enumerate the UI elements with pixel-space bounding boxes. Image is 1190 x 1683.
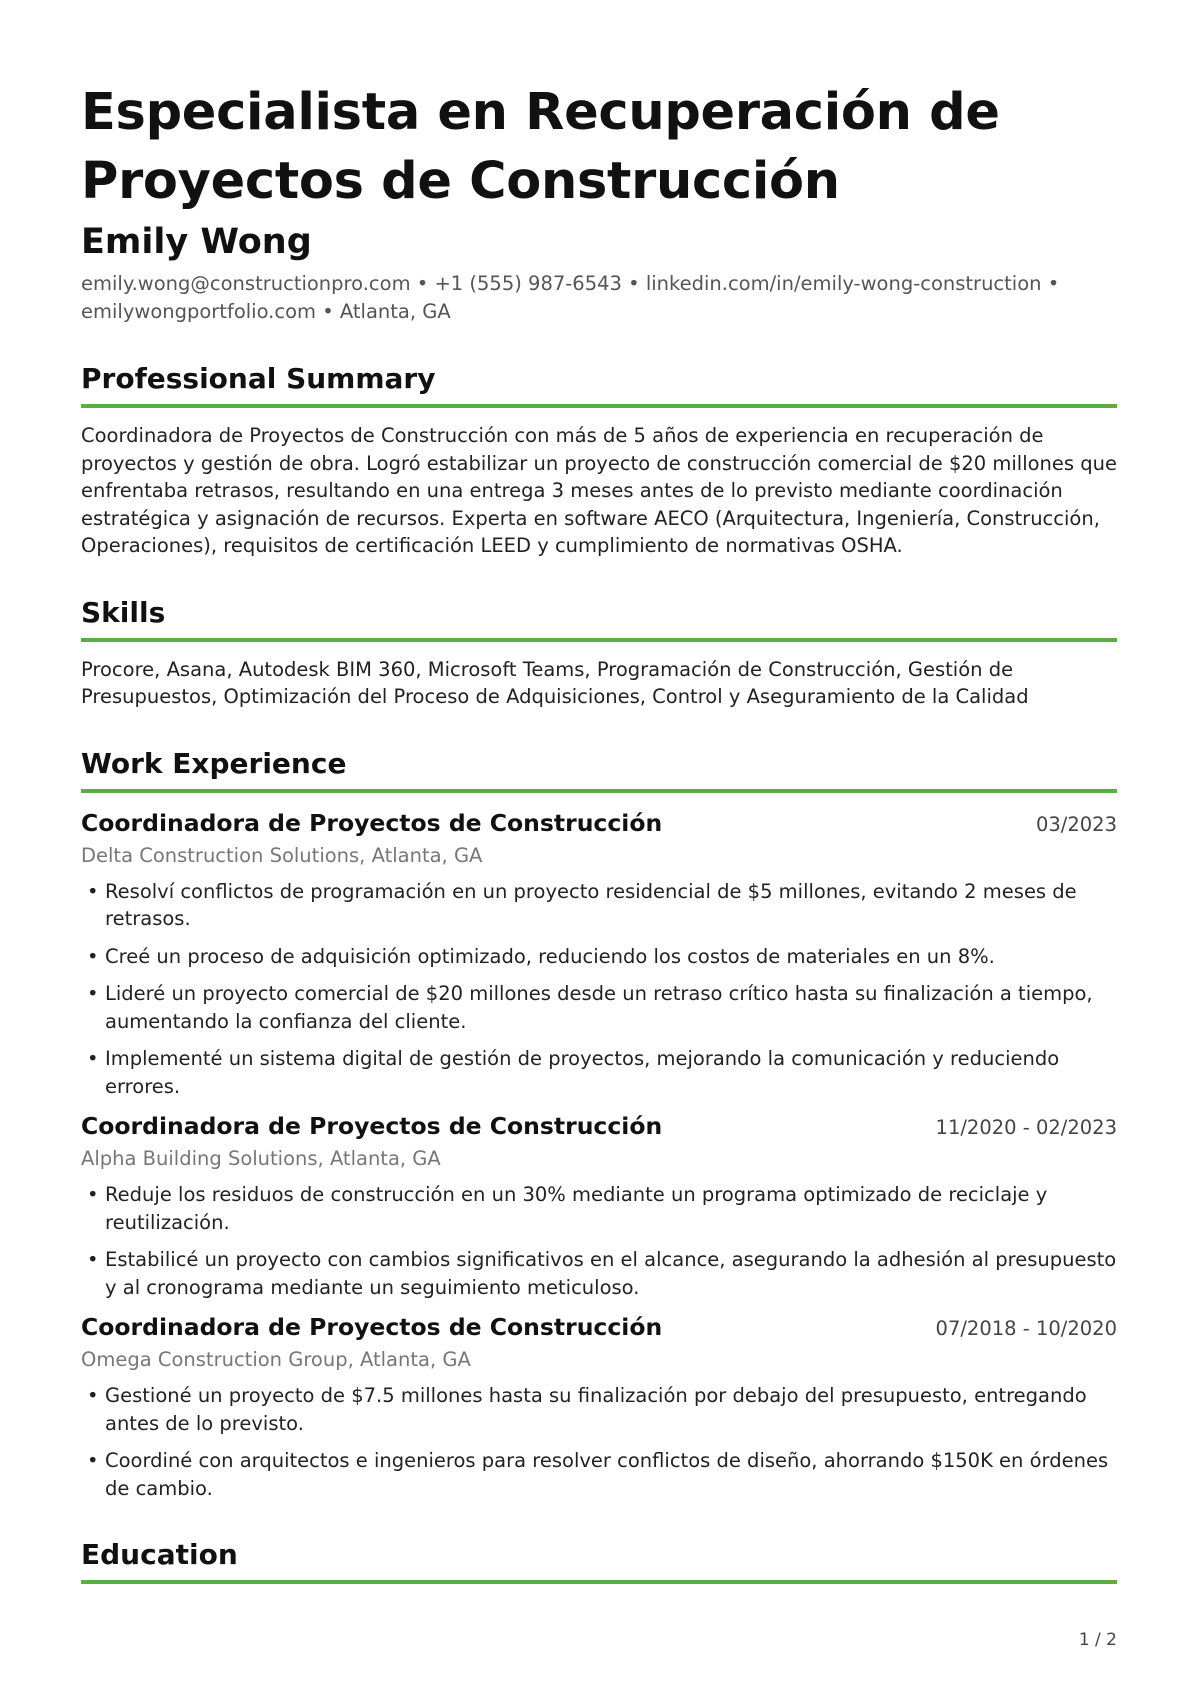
- bullet-text: Creé un proceso de adquisición optimizado, reduciendo los costos de materiales en un 8%.: [105, 944, 995, 968]
- bullet-icon: •: [87, 1384, 99, 1407]
- bullet-text: Estabilicé un proyecto con cambios significativos en el alcance, asegurando la adhesión al presupuesto y al cronograma mediante un seguimiento meticuloso.: [105, 1248, 1117, 1299]
- resume-header: [81, 78, 1117, 326]
- contact-line-1: emily.wong@constructionpro.com • +1 (555) 987-6543 • linkedin.com/in/emily-wong-construction •: [81, 272, 1060, 295]
- bullet-item: [81, 980, 1117, 1035]
- job-entry: [81, 1311, 1117, 1502]
- job-title: Coordinadora de Proyectos de Construcción: [81, 1313, 663, 1341]
- job-entry: [81, 807, 1117, 1101]
- bullet-item: [81, 943, 1117, 971]
- job-company: Delta Construction Solutions, Atlanta, GA: [81, 843, 483, 867]
- bullet-text: Reduje los residuos de construcción en un 30% mediante un programa optimizado de reciclaje y reutilización.: [105, 1183, 1048, 1234]
- education-heading: Education: [81, 1538, 238, 1571]
- bullet-item: [81, 1181, 1117, 1236]
- job-header: [81, 1311, 1117, 1343]
- job-date: 03/2023: [1035, 812, 1117, 836]
- job-bullets: [81, 878, 1117, 1101]
- bullet-text: Implementé un sistema digital de gestión de proyectos, mejorando la comunicación y reduciendo errores.: [105, 1047, 1060, 1098]
- bullet-item: [81, 1246, 1117, 1301]
- section-divider: [81, 404, 1117, 408]
- skills-section: [81, 594, 1117, 711]
- bullet-item: [81, 1382, 1117, 1437]
- experience-section: [81, 745, 1117, 1503]
- bullet-item: [81, 878, 1117, 933]
- bullet-text: Resolví conflictos de programación en un proyecto residencial de $5 millones, evitando 2 meses de retrasos.: [105, 879, 1077, 930]
- bullet-icon: •: [87, 1449, 99, 1472]
- person-name: Emily Wong: [81, 222, 312, 262]
- summary-text: Coordinadora de Proyectos de Construcción con más de 5 años de experiencia en recuperación de proyectos y gestión de obra. Logró estabilizar un proyecto de construcción comercial de $20 millones que enfrentaba retrasos, resultando en una entrega 3 meses antes de lo previsto mediante coordinación estratégica y asignación de recursos. Experta en software AECO (Arquitectura, Ingeniería, Construcción, Operaciones), requisitos de certificación LEED y cumplimiento de normativas OSHA.: [81, 424, 1118, 557]
- contact-info: [81, 270, 1081, 326]
- job-header: [81, 807, 1117, 839]
- bullet-item: [81, 1447, 1117, 1502]
- education-section: [81, 1536, 1117, 1584]
- job-company: Omega Construction Group, Atlanta, GA: [81, 1348, 471, 1371]
- document-title-line-2: Proyectos de Construcción: [81, 152, 840, 211]
- bullet-item: [81, 1045, 1117, 1100]
- bullet-icon: •: [87, 1183, 99, 1206]
- job-header: [81, 1110, 1117, 1142]
- job-company: Alpha Building Solutions, Atlanta, GA: [81, 1147, 441, 1170]
- job-bullets: [81, 1382, 1117, 1502]
- bullet-icon: •: [87, 1047, 99, 1070]
- bullet-icon: •: [87, 1248, 99, 1271]
- summary-heading: Professional Summary: [81, 362, 436, 395]
- page-number: 1 / 2: [1078, 1630, 1117, 1650]
- skills-text: Procore, Asana, Autodesk BIM 360, Microsoft Teams, Programación de Construcción, Gestión de Presupuestos, Optimización del Proceso de Adquisiciones, Control y Aseguramiento de la Calidad: [81, 657, 1029, 708]
- summary-section: [81, 360, 1117, 560]
- experience-heading: Work Experience: [81, 746, 347, 780]
- document-title-line-1: Especialista en Recuperación de: [81, 83, 1000, 142]
- job-bullets: [81, 1181, 1117, 1301]
- job-title: Coordinadora de Proyectos de Construcción: [81, 1112, 663, 1140]
- bullet-icon: •: [87, 982, 99, 1005]
- bullet-icon: •: [87, 879, 99, 903]
- section-divider: [81, 1580, 1117, 1584]
- skills-heading: Skills: [81, 595, 166, 629]
- bullet-icon: •: [87, 944, 99, 968]
- resume-page: [81, 78, 1117, 1598]
- section-divider: [81, 638, 1117, 642]
- bullet-text: Coordiné con arquitectos e ingenieros para resolver conflictos de diseño, ahorrando $150K en órdenes de cambio.: [105, 1449, 1109, 1500]
- job-entry: [81, 1110, 1117, 1301]
- bullet-text: Lideré un proyecto comercial de $20 millones desde un retraso crítico hasta su finalización a tiempo, aumentando la confianza del cliente.: [105, 982, 1093, 1033]
- job-date: 07/2018 - 10/2020: [935, 1317, 1117, 1340]
- job-title: Coordinadora de Proyectos de Construcción: [81, 808, 663, 837]
- contact-line-2: emilywongportfolio.com • Atlanta, GA: [81, 300, 451, 323]
- document-title: [81, 78, 1117, 216]
- bullet-text: Gestioné un proyecto de $7.5 millones hasta su finalización por debajo del presupuesto, entregando antes de lo previsto.: [105, 1384, 1087, 1435]
- job-date: 11/2020 - 02/2023: [935, 1116, 1117, 1139]
- section-divider: [81, 789, 1117, 793]
